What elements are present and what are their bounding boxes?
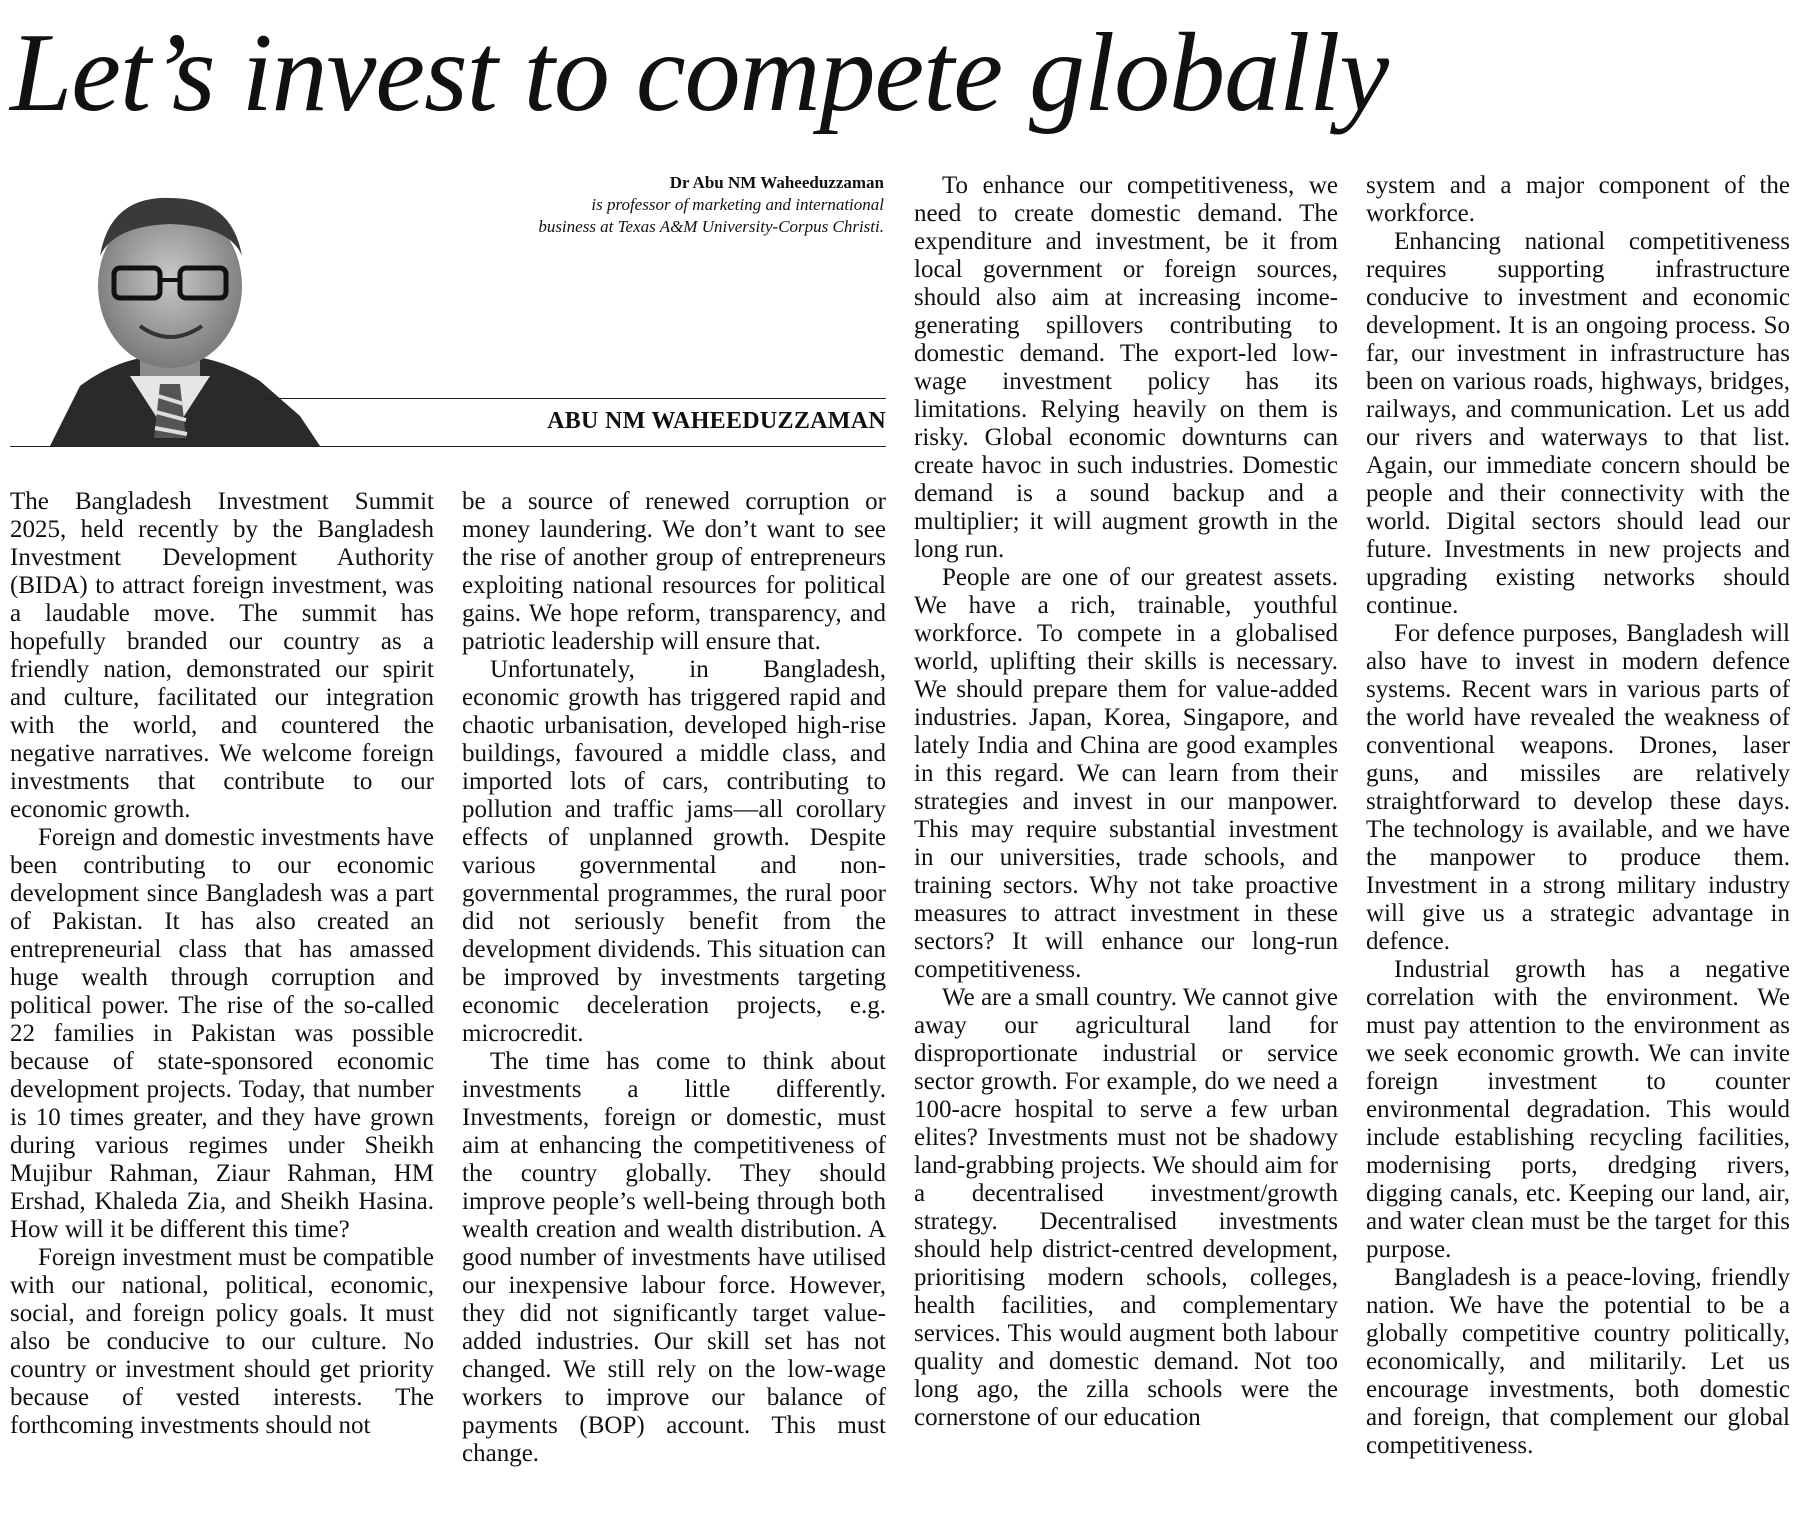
byline: ABU NM WAHEEDUZZAMAN [547, 408, 886, 434]
article-column-3 [914, 172, 1338, 1432]
paragraph: The Bangladesh Investment Summit 2025, held recently by the Bangladesh Investment Development Authority (BIDA) to attract foreign investment, was a laudable move. The summit has hopefully branded our country as a friendly nation, demonstrated our spirit and culture, facilitated our integration with the world, and countered the negative narratives. We welcome foreign investments that contribute to our economic growth. [10, 488, 434, 823]
author-bio-line-2: business at Texas A&M University-Corpus Christi. [538, 217, 884, 236]
author-portrait-icon [10, 176, 370, 446]
paragraph: be a source of renewed corruption or money laundering. We don’t want to see the rise of another group of entrepreneurs exploiting national resources for political gains. We hope reform, transparency, and patriotic leadership will ensure that. [462, 488, 886, 655]
paragraph: We are a small country. We cannot give away our agricultural land for disproportionate industrial or service sector growth. For example, do we need a 100-acre hospital to serve a few urban elites? Investments must not be shadowy land-grabbing projects. We should aim for a decentralised investment/growth strategy. Decentralised investments should help district-centred development, prioritising modern schools, colleges, health facilities, and complementary services. This would augment both labour quality and domestic demand. Not too long ago, the zilla schools were the cornerstone of our education [914, 984, 1338, 1431]
author-bio [390, 172, 884, 238]
paragraph: Enhancing national competitiveness requires supporting infrastructure conducive to investment and economic development. It is an ongoing process. So far, our investment in infrastructure has been on various roads, highways, bridges, railways, and communication. Let us add our rivers and waterways to that list. Again, our immediate concern should be people and their connectivity with the world. Digital sectors should lead our future. Investments in new projects and upgrading existing networks should continue. [1366, 228, 1790, 619]
paragraph: For defence purposes, Bangladesh will also have to invest in modern defence systems. Recent wars in various parts of the world have revealed the weakness of conventional weapons. Drones, laser guns, and missiles are relatively straightforward to develop these days. The technology is available, and we have the manpower to produce them. Investment in a strong military industry will give us a strategic advantage in defence. [1366, 620, 1790, 955]
article-column-1 [10, 488, 434, 1440]
paragraph: Bangladesh is a peace-loving, friendly nation. We have the potential to be a globally competitive country politically, economically, and militarily. Let us encourage investments, both domestic and foreign, that complement our global competitiveness. [1366, 1264, 1790, 1459]
author-bio-line-1: is professor of marketing and international [591, 195, 884, 214]
paragraph: People are one of our greatest assets. We have a rich, trainable, youthful workforce. To compete in a globalised world, uplifting their skills is necessary. We should prepare them for value-added industries. Japan, Korea, Singapore, and lately India and China are good examples in this regard. We can learn from their strategies and invest in our manpower. This may require substantial investment in our universities, trade schools, and training sectors. Why not take proactive measures to attract investment in these sectors? It will enhance our long-run competitiveness. [914, 564, 1338, 983]
byline-rule [260, 398, 886, 399]
author-photo [10, 176, 370, 446]
headline: Let’s invest to compete globally [10, 11, 1389, 135]
paragraph: Unfortunately, in Bangladesh, economic growth has triggered rapid and chaotic urbanisation, developed high-rise buildings, favoured a middle class, and imported lots of cars, contributing to pollution and traffic jams—all corollary effects of unplanned growth. Despite various governmental and non-governmental programmes, the rural poor did not seriously benefit from the development dividends. This situation can be improved by investments targeting economic deceleration projects, e.g. microcredit. [462, 656, 886, 1047]
paragraph: Industrial growth has a negative correlation with the environment. We must pay attention to the environment as we seek economic growth. We can invite foreign investment to counter environmental degradation. This would include establishing recycling facilities, modernising ports, dredging rivers, digging canals, etc. Keeping our land, air, and water clean must be the target for this purpose. [1366, 956, 1790, 1263]
paragraph: Foreign investment must be compatible with our national, political, economic, social, and foreign policy goals. It must also be conducive to our culture. No country or investment should get priority because of vested interests. The forthcoming investments should not [10, 1244, 434, 1439]
author-bio-name: Dr Abu NM Waheeduzzaman [669, 173, 884, 192]
paragraph: system and a major component of the workforce. [1366, 172, 1790, 227]
paragraph: The time has come to think about investments a little differently. Investments, foreign or domestic, must aim at enhancing the competitiveness of the country globally. They should improve people’s well-being through both wealth creation and wealth distribution. A good number of investments have utilised our inexpensive labour force. However, they did not significantly target value-added industries. Our skill set has not changed. We still rely on the low-wage workers to improve our balance of payments (BOP) account. This must change. [462, 1048, 886, 1467]
photo-base-rule [10, 446, 886, 447]
paragraph: To enhance our competitiveness, we need to create domestic demand. The expenditure and investment, be it from local government or foreign sources, should also aim at increasing income-generating spillovers contributing to domestic demand. The export-led low-wage investment policy has its limitations. Relying heavily on them is risky. Global economic downturns can create havoc in such industries. Domestic demand is a sound backup and a multiplier; it will augment growth in the long run. [914, 172, 1338, 563]
article-column-2 [462, 488, 886, 1468]
article-column-4 [1366, 172, 1790, 1460]
paragraph: Foreign and domestic investments have been contributing to our economic development since Bangladesh was a part of Pakistan. It has also created an entrepreneurial class that has amassed huge wealth through corruption and political power. The rise of the so-called 22 families in Pakistan was possible because of state-sponsored economic development projects. Today, that number is 10 times greater, and they have grown during various regimes under Sheikh Mujibur Rahman, Ziaur Rahman, HM Ershad, Khaleda Zia, and Sheikh Hasina. How will it be different this time? [10, 824, 434, 1243]
